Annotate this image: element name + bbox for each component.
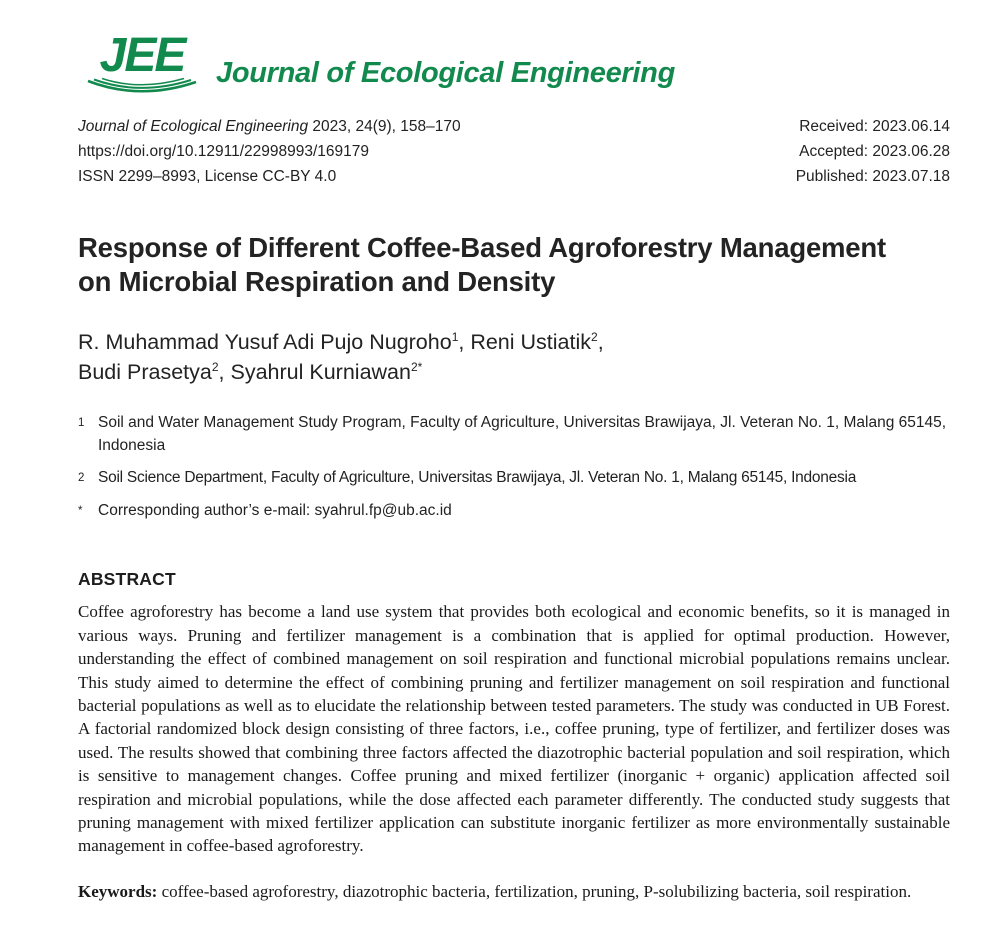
issn-line: ISSN 2299–8993, License CC-BY 4.0 xyxy=(78,168,337,186)
logo-swoosh-icon xyxy=(86,77,198,100)
affiliation-marker: 2 xyxy=(78,472,85,485)
citation-journal: Journal of Ecological Engineering xyxy=(78,118,309,136)
corresponding-label: Corresponding author’s e-mail: xyxy=(98,502,315,520)
affiliation-text: Soil Science Department, Faculty of Agriculture, Universitas Brawijaya, Jl. Veteran No. 1, Malang 65145, Indonesia xyxy=(98,469,857,487)
journal-logo xyxy=(86,29,198,100)
authors-line-2 xyxy=(78,357,950,387)
keywords-text: coffee-based agroforestry, diazotrophic bacteria, fertilization, pruning, P-solubilizing bacteria, soil respiration. xyxy=(157,881,912,901)
author-affiliation-sup: 2 xyxy=(211,360,219,375)
citation-block xyxy=(78,114,461,189)
accepted-date: Accepted: 2023.06.28 xyxy=(799,143,950,161)
citation-issue: 2023, 24(9), 158–170 xyxy=(308,118,461,136)
title-line-1: Response of Different Coffee-Based Agroforestry Management xyxy=(78,232,886,264)
abstract-text: Coffee agroforestry has become a land use system that provides both ecological and economic benefits, so it is managed in various ways. Pruning and fertilizer management is a combination that is applied for optimal production. However, understanding the effect of combined management on soil respiration and functional microbial populations remains unclear. This study aimed to determine the effect of combining pruning and fertilizer management on soil respiration and functional bacterial populations as well as to elucidate the relationship between tested parameters. The study was conducted in UB Forest. A factorial randomized block design consisting of three factors, i.e., coffee pruning, type of fertilizer, and fertilizer doses was used. The results showed that combining three factors affected the diazotrophic bacterial population and soil respiration, which is sensitive to management changes. Coffee pruning and mixed fertilizer (inorganic + organic) application affected soil respiration and microbial populations, while the dose affected each parameter differently. The conducted study suggests that pruning management with mixed fertilizer application can substitute inorganic fertilizer as more environmentally sustainable management in coffee-based agroforestry. xyxy=(78,602,950,856)
author-affiliation-sup: 2* xyxy=(410,360,423,375)
article-meta xyxy=(78,114,950,189)
author-separator: , xyxy=(218,360,231,385)
keywords-label: Keywords: xyxy=(78,881,158,901)
doi-link[interactable]: https://doi.org/10.12911/22998993/169179 xyxy=(78,143,370,161)
affiliation-marker: * xyxy=(78,505,83,518)
title-line-2: on Microbial Respiration and Density xyxy=(78,266,556,298)
paper-title xyxy=(78,231,950,299)
author-name: Syahrul Kurniawan xyxy=(230,360,411,385)
affiliation-item xyxy=(78,466,950,490)
author-separator: , xyxy=(597,330,604,355)
affiliation-item xyxy=(78,411,950,457)
authors-line-1 xyxy=(78,327,950,357)
received-date: Received: 2023.06.14 xyxy=(799,118,950,136)
author-name: Budi Prasetya xyxy=(78,360,212,385)
dates-block xyxy=(796,114,950,189)
author-affiliation-sup: 2 xyxy=(591,330,598,345)
citation-line xyxy=(78,114,461,139)
author-name: R. Muhammad Yusuf Adi Pujo Nugroho xyxy=(78,330,452,355)
affiliation-text: Soil and Water Management Study Program, Faculty of Agriculture, Universitas Brawijaya, Jl. Veteran No. 1, Malang 65145, Indonesia xyxy=(98,414,947,455)
jee-logo-text: JEE xyxy=(99,29,185,82)
affiliation-text xyxy=(98,499,950,523)
journal-name: Journal of Ecological Engineering xyxy=(216,57,675,90)
author-name: Reni Ustiatik xyxy=(470,330,592,355)
affiliation-item xyxy=(78,499,950,523)
doi-line xyxy=(78,139,461,164)
author-separator: , xyxy=(458,330,471,355)
keywords-block xyxy=(78,880,950,903)
abstract-heading: ABSTRACT xyxy=(78,569,176,590)
corresponding-email-link[interactable]: syahrul.fp@ub.ac.id xyxy=(314,502,452,520)
author-affiliation-sup: 1 xyxy=(451,330,459,345)
affiliations-block xyxy=(78,411,950,523)
affiliation-marker: 1 xyxy=(78,417,85,430)
published-date: Published: 2023.07.18 xyxy=(795,168,950,186)
journal-header xyxy=(78,29,950,100)
authors-block xyxy=(78,327,950,387)
